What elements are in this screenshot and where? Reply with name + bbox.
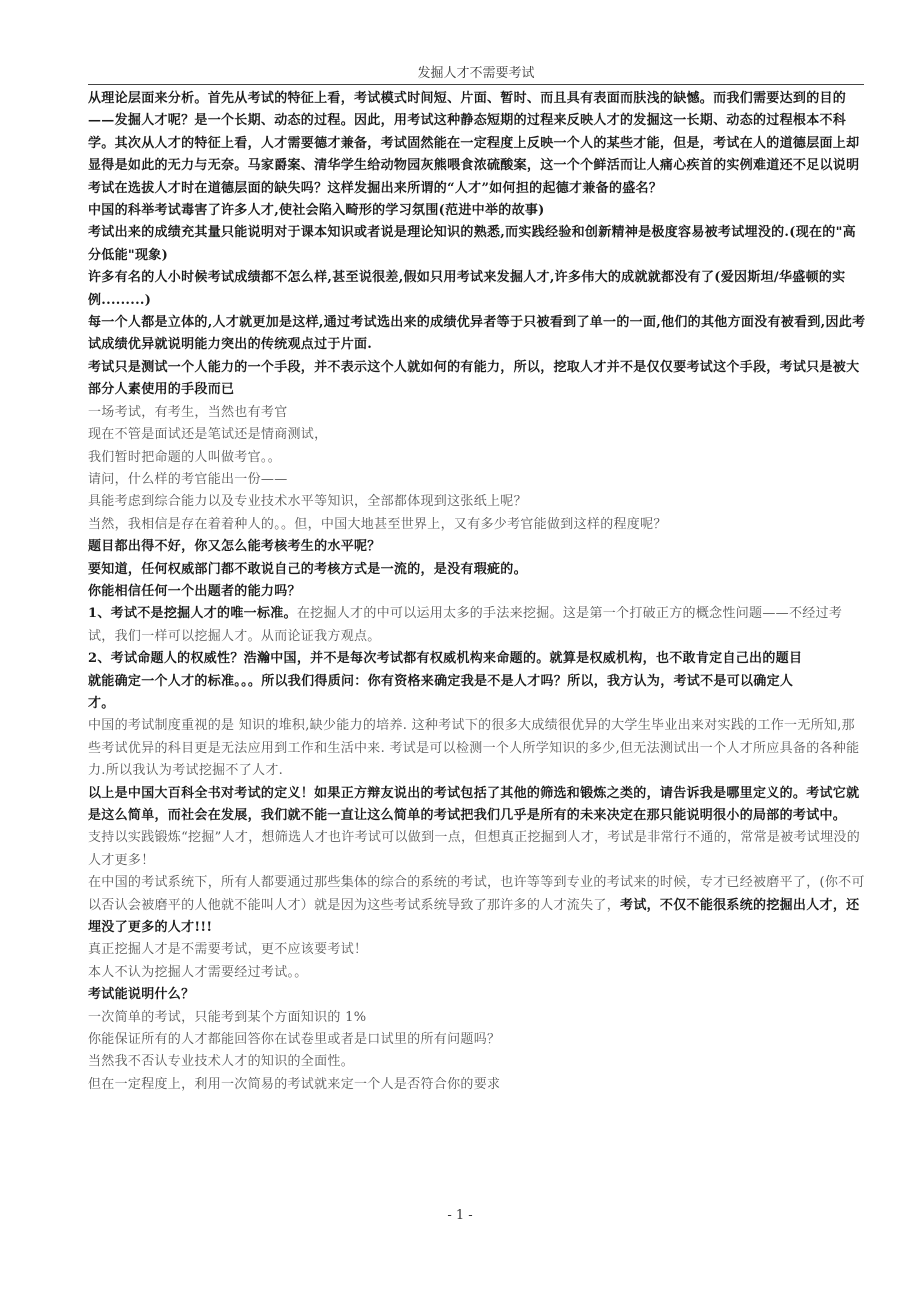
paragraph: 每一个人都是立体的,人才就更加是这样,通过考试选出来的成绩优异者等于只被看到了单一的一面,他们的其他方面没有被看到,因此考试成绩优异就说明能力突出的传统观点过于片面.	[88, 315, 866, 353]
paragraph: 考试能说明什么？	[88, 987, 195, 1003]
paragraph: 要知道，任何权威部门都不敢说自己的考核方式是一流的，是没有瑕疵的。	[88, 561, 527, 577]
paragraph-bold-lead: 1、考试不是挖掘人才的唯一标准。	[88, 606, 297, 622]
paragraph: 真正挖掘人才是不需要考试，更不应该要考试！	[88, 942, 368, 958]
page-number: - 1 -	[447, 1208, 473, 1223]
paragraph: 当然我不否认专业技术人才的知识的全面性。	[88, 1054, 355, 1070]
paragraph: 从理论层面来分析。首先从考试的特征上看，考试模式时间短、片面、暂时、而且具有表面而肤浅的缺憾。而我们需要达到的目的——发掘人才呢？是一个长期、动态的过程。因此，用考试这种静态短期的过程来反映人才的发掘这一长期、动态的过程根本不科学。其次从人才的特征上看，人才需要德才兼备，考试固然能在一定程度上反映一个人的某些才能，但是，考试在人的道德层面上却显得是如此的无力与无奈。马家爵案、清华学生给动物园灰熊喂食浓硫酸案，这一个个鲜活而让人痛心疾首的实例难道还不足以说明考试在选拔人才时在道德层面的缺失吗？这样发掘出来所谓的“人才”如何担的起德才兼备的盛名？	[88, 91, 860, 196]
paragraph-rest: 在挖掘人才的中可以运用太多的手法来挖掘。这是第一个打破正方的概念性问题——不经过考试，我们一样可以挖掘人才。从而论证我方观点。	[88, 606, 843, 644]
paragraph: 当然，我相信是存在着着种人的。。但，中国大地甚至世界上，又有多少考官能做到这样的程度呢？	[88, 516, 667, 532]
paragraph: 就能确定一个人才的标准。。。所以我们得质问：你有资格来确定我是不是人才吗？所以，我方认为，考试不是可以确定人	[88, 673, 794, 689]
paragraph-rest: 在中国的考试系统下，所有人都要通过那些集体的综合的系统的考试，也许等等到专业的考试来的时候，专才已经被磨平了，(你不可以否认会被磨平的人他就不能叫人才）就是因为这些考试系统导致了那许多的人才流失了，	[88, 875, 865, 913]
paragraph: 支持以实践锻炼“挖掘”人才，想筛选人才也许考试可以做到一点，但想真正挖掘到人才，考试是非常行不通的，常常是被考试埋没的人才更多！	[88, 830, 860, 868]
paragraph: 但在一定程度上，利用一次简易的考试就来定一个人是否符合你的要求	[88, 1076, 501, 1092]
paragraph: 本人不认为挖掘人才需要经过考试。。	[88, 964, 308, 980]
paragraph: 一场考试，有考生，当然也有考官	[88, 404, 288, 420]
paragraph: 中国的科举考试毒害了许多人才,使社会陷入畸形的学习氛围(范进中举的故事)	[88, 203, 545, 219]
paragraph: 一次简单的考试，只能考到某个方面知识的 1%	[88, 1009, 367, 1025]
page-header-title: 发掘人才不需要考试	[417, 66, 535, 81]
paragraph: 才。	[88, 695, 115, 711]
paragraph	[88, 872, 866, 939]
document-body	[88, 88, 866, 1096]
paragraph: 考试只是测试一个人能力的一个手段，并不表示这个人就如何的有能力，所以，挖取人才并不是仅仅要考试这个手段，考试只是被大部分人素使用的手段而已	[88, 359, 860, 398]
paragraph: 考试出来的成绩充其量只能说明对于课本知识或者说是理论知识的熟悉,而实践经验和创新精神是极度容易被考试埋没的.(现在的"高分低能"现象)	[88, 225, 856, 263]
paragraph: 2、考试命题人的权威性？浩瀚中国，并不是每次考试都有权威机构来命题的。就算是权威机构，也不敢肯定自己出的题目	[88, 651, 803, 667]
paragraph	[88, 603, 866, 648]
paragraph: 以上是中国大百科全书对考试的定义！如果正方辩友说出的考试包括了其他的筛选和锻炼之类的，请告诉我是哪里定义的。考试它就是这么简单，而社会在发展，我们就不能一直让这么简单的考试把我们几乎是所有的未来决定在那只能说明很小的局部的考试中。	[88, 785, 860, 823]
paragraph: 请问，什么样的考官能出一份——	[88, 471, 288, 487]
paragraph: 我们暂时把命题的人叫做考官。。	[88, 449, 282, 465]
paragraph: 具能考虑到综合能力以及专业技术水平等知识，全部都体现到这张纸上呢？	[88, 494, 527, 510]
paragraph: 许多有名的人小时候考试成绩都不怎么样,甚至说很差,假如只用考试来发掘人才,许多伟大的成就就都没有了(爱因斯坦/华盛顿的实例.........)	[88, 270, 846, 308]
header-divider	[88, 84, 864, 85]
paragraph: 题目都出得不好，你又怎么能考核考生的水平呢？	[88, 539, 381, 555]
paragraph: 现在不管是面试还是笔试还是情商测试，	[88, 427, 328, 443]
paragraph: 中国的考试制度重视的是 知识的堆积,缺少能力的培养. 这种考试下的很多大成绩很优异的大学生毕业出来对实践的工作一无所知,那些考试优异的科目更是无法应用到工作和生活中来. 考试是可以检测一个人所学知识的多少,但无法测试出一个人才所应具备的各种能力.所以我认为考试挖掘不了人才.	[88, 718, 860, 779]
paragraph: 你能保证所有的人才都能回答你在试卷里或者是口试里的所有问题吗？	[88, 1032, 501, 1048]
paragraph: 你能相信任何一个出题者的能力吗？	[88, 583, 301, 599]
paragraph-bold-tail: 考试，不仅不能很系统的挖掘出人才，还埋没了更多的人才!!!	[88, 897, 860, 936]
